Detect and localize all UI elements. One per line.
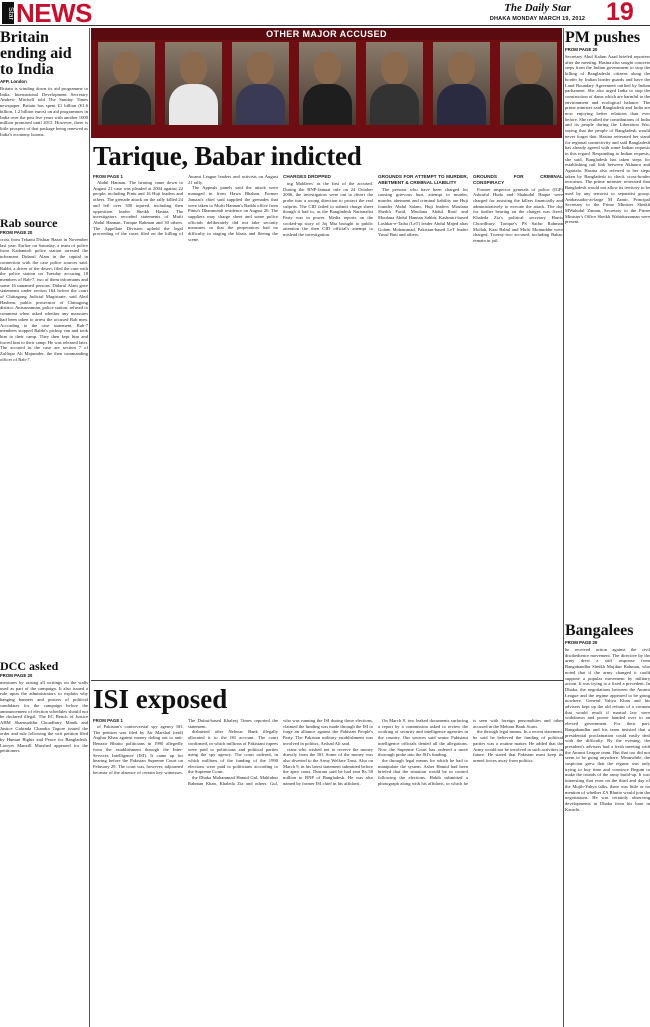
isi-kicker: FROM PAGE 1	[93, 718, 123, 723]
pm-dateline: FROM PAGE 20	[565, 47, 598, 52]
main-subhead: GROUNDS FOR ATTEMPT TO MURDER, ABETMENT & CRIMINAL LIABILITY	[378, 174, 468, 185]
isi-headline[interactable]: ISI exposed	[93, 684, 228, 714]
rab-headline[interactable]: Rab source	[0, 216, 58, 230]
bangalees-headline[interactable]: Bangalees	[565, 622, 634, 639]
masthead	[0, 0, 650, 26]
right-column	[565, 28, 650, 1027]
rab-body: cross from Tekanu Dishiar Bazar in November last year. Earlier on Saturday, a team of police from Kadamtoli police station arrested the informant Didarul Alam in the capital in connection with the case police sources said. Rabbi, a driver of the desert, filed the case with the police station on Tuesday accusing 18 members of Rab-7, two of them informants and some 16 unnamed persons. Didarul Alam gave statements under section 164 before the court of Chittagong Judicial Magistrate, said Abul Hashem, public prosecutor of Chittagong district. Anisuzzaman, police station, refused to comment when asked whether any measures had been taken to arrest the accused Rab men. According to the case statement, Rab-7 members stopped Rabbi's pickup van and took him to their camp. They then kept him and forced him to their camp. He was released later. The accused in the case are section 7 of Zulfiqar Ali Majumder, the then commanding officer of Rab-7.	[0, 237, 88, 362]
britain-dateline: AFP, London	[0, 79, 27, 84]
dcc-body: measures by raising all writings on the walls used as part of the campaign. It also issued a rule upon the administrators to explain why hanging banners and posters of political candidates for the campaign before the announcement of election schedules should not be declared illegal. The EC Bench of Justice AHM Shamsuddin Choudhury Manik and Justice Gobinda Chandra Tagore issued the order and rule following the writ petition filed by Human Rights and Peace for Bangladesh. Lawyer Manzill Murshed appeared for the petitioners.	[0, 680, 88, 754]
dcc-dateline: FROM PAGE 20	[0, 673, 33, 678]
banner-title: OTHER MAJOR ACCUSED	[91, 28, 562, 40]
bangalees-dateline: FROM PAGE 20	[565, 640, 598, 645]
main-subhead: CHARGES DROPPED	[283, 174, 331, 179]
main-paragraph: The Appeals panels said the attack were managed in from Hawa Bhaban. Former Jamaat's chief said supplied the grenades that were taken to Mufti Hannan's Badda office from Pintu's Dhanmondi residence on August 20. The suppliers may charge sheet and some police officials deliberately did not take security measures so that the perpetrators had no difficulty in staging the blasts and fleeing the scene.	[188, 185, 278, 242]
section-rule	[91, 680, 563, 681]
column-divider	[563, 28, 564, 1027]
section-title: NEWS	[16, 0, 92, 28]
main-story-body	[93, 174, 563, 674]
main-paragraph: Abdul Hannan. The hearing came down to August 21 case was pleaded at 2004 against 22 people, including Pintu and 16 Huji leaders and others. The grenade attack on the rally killed 24 and left over 300 injured, including then opposition leader Sheikh Hasina. The investigators recorded statements of Mufti Abdul Hannan, Tarique Rahman and 30 others. The Appellate Division upheld the legal proceeding of the cases filed on the killing of Awami League leaders and activists on August 21 rally.	[93, 174, 278, 237]
dcc-headline[interactable]: DCC asked	[0, 659, 59, 673]
isi-paragraph: the through legal means. In a recent statement, he said he believed the funding of political parties was a routine matter. He added that the Army would not be involved in such activities in future. He stated that Pakistan must keep its armed forces away from politics.	[473, 729, 563, 763]
accused-photo-banner	[91, 28, 562, 138]
star-logo: Star	[2, 2, 14, 24]
newspaper-name: The Daily Star	[504, 2, 571, 14]
isi-paragraph: On March 8, two leaked documents surfacing a report by a commission asked to review the working of security and intelligence agencies in the country. Our sources said senior Pakistani intelligence officials denied all the allegations. Now the Supreme Court has ordered a more thorough probe into the ISI's funding.	[378, 718, 468, 758]
bangalees-body: he received action against the civil disobedience movement. The directive by the army drew a stiff response from Bangabandhu Sheikh Mujibur Rahman, who noted that if the army changed it could suppose a popular movement by military action. It was trying to a fixed a precedent. In Dhaka, the negotiations between the Awami League and the regime appeared to be going nowhere. General Yahya Khan and his advisers kept up the old refrain of a vacuum that would result if martial law were withdrawn and power handed over to an elected government. For their part, Bangabandhu and his team insisted that a presidential proclamation could easily deal with the difficulty. By the evening, the president's advisers had a fresh meeting with the Awami League team. But that too did not seem to be going anywhere. Meanwhile, the suspicion grew that the regime was only trying to buy time and convince Begum to make the rounds of the army build-up. It was interesting that even on the third and day of the Mujib-Yahya talks, there was little or no mention of whether ZA Bhutto would join the negotiations. He was certainly observing developments in Dhaka from his base in Karachi.	[565, 647, 650, 812]
pm-headline[interactable]: PM pushes	[565, 29, 641, 46]
isi-paragraph: the Dhaka Mohammad Hamid Gul, Mahlubur Rahman Khan, Khaleda Zia and others. Gul, who was running the ISI during those elections, claimed the funding was made through the ISI to forge an alliance against the Pakistan People's Party. The Pakistan military establishment was involved in politics, Arshad Ali said.	[188, 718, 373, 786]
main-paragraph: ing Maldives' as the first of the accused. During the BNP-Jamaat rule on 24 October 2006, the investigators were out to divert the probe into a wrong direction to protect the real culprits. The CID failed to submit charge sheet though it had to, as the Bangladesh Nationalist Party was in power. Media reports on the cooked-up story of Joj Mia brought to public attention the then CID official's attempt to mislead the investigation.	[283, 180, 373, 238]
main-kicker: FROM PAGE 1	[93, 174, 123, 179]
isi-paragraph: disbursed after Nehwar Bank illegally allocated it to the ISI account. The court confirmed, in which millions of Pakistani rupees were paid to politicians and political parties using the spy agency. The court ordered, in which millions of the funding of the 1990 elections were paid to politicians according to the Supreme Court.	[188, 729, 278, 775]
rab-dateline: FROM PAGE 20	[0, 230, 33, 235]
britain-body: Britain is winding down its aid programme to India, International Development Secretary Andrew Mitchell told The Sunday Times newspaper. Britain has spent £1 billion (€1.6 billion, 1.2 billion euros) on aid programmes in India over the past five years with another 1000 million promised until 2015. However, there is little prospect of that package being renewed as India's economy booms.	[0, 86, 88, 137]
isi-paragraph: cians who wished not to receive the money directly from the ISI. Some of the money was also diverted to the Army Welfare Trust. Also on March 9, in his latest statement submitted before the apex court, Durrani said he had sent Rs 50 million to BNP of Bangladesh. He was also named by former ISI chief in his affidavit.	[283, 746, 373, 786]
issue-date: DHAKA MONDAY MARCH 19, 2012	[489, 16, 586, 22]
column-divider	[89, 28, 90, 1027]
isi-paragraph: the through legal means for which he had to manipulate the system. Asher Hamid had been briefed that the situation would be in control following the elections. Habib submitted a photograph along with his affidavit, in which he is seen with foreign personalities and other accused in the Mehran Bank Scam.	[378, 718, 563, 786]
main-headline[interactable]: Tarique, Babar indicted	[93, 141, 362, 171]
isi-paragraph: of Pakistan's controversial spy agency ISI. The petition was filed by Air Marshal (retd) Asghar Khan against money doling out to anti-Benazir Bhutto politicians in 1990 allegedly from the establishment through the Inter-Services Intelligence (ISI). It came up for hearing before the Pakistan Supreme Court on February 29. The court was, however, adjourned because of the absence of certain key witnesses. The Dubai-based Khaleej Times reported the statement.	[93, 718, 278, 775]
left-column	[0, 28, 88, 1027]
main-subhead: GROUNDS FOR CRIMINAL CONSPIRACY	[473, 174, 563, 185]
main-paragraph: Former inspector generals of police (IGP) Ashraful Huda and Shahudul Haque were charged for assisting the killers financially and administratively to execute the attack. The day for further hearing on the charges was fixed. Khaleda Zia's political secretary Harris Chowdhury, Tarique's PS Saifur Rahman Mollah, Kazi Babul and Mufti Moinuddin were charged. Twenty-two accused, including Babar, remain in jail.	[473, 186, 563, 243]
pm-body: Secretary Abul Kalam Azad briefed reporters after the meeting. Hasina also sought concrete steps from the Indian government to stop the killing of Bangladeshi citizens along the border by Indian border guards and have the Land Boundary Agreement ratified by Indian parliament. She also urged India to stop the construction of dams which are harmful to the environment and ecological balance. The prime minister said Bangladesh and India are now enjoying better relations than ever before. She recalled the contributions of India and its people during the Liberation War, saying that the people of Bangladesh would never forget that. Hasina reiterated her stand for regional connectivity and said Bangladesh has already agreed with some Indian requests in this regard. Responding to Indian requests, she said, Bangladesh has taken steps for establishing rail link between Akhaura and Agartala. Hasina also referred to her steps taken by Bangladesh to check cross-border terrorism. The prime minister reiterated that Bangladesh would not allow its territory to be used by any terrorist or separatist group. Ambassador-at-large M Zamir, Principal Secretary to the Prime Minister Sheikh MWahidul Zaman, Secretary to the Prime Minister's Office Sheikh Wahiduzzaman were present.	[565, 54, 650, 225]
britain-headline[interactable]: Britain ending aid to India	[0, 29, 72, 78]
isi-story-body	[93, 718, 563, 1026]
page-number: 19	[606, 0, 634, 26]
main-paragraph: The persons who have been charged for causing grievous hurt, attempt to murder, murder, abetment and criminal liability are Huji founder Abdul Salam, Huji leaders Moulana Sheikh Farid, Moulana Abdul Rouf and Moulana Abdul Hannan Sabbir, Kashmiri-based Lashkar-e-Taiba (LeT) leader Abdul Majed alias Golam Mohammad, Pakistan-based LeT leader Yusuf Butt and others.	[378, 186, 468, 238]
